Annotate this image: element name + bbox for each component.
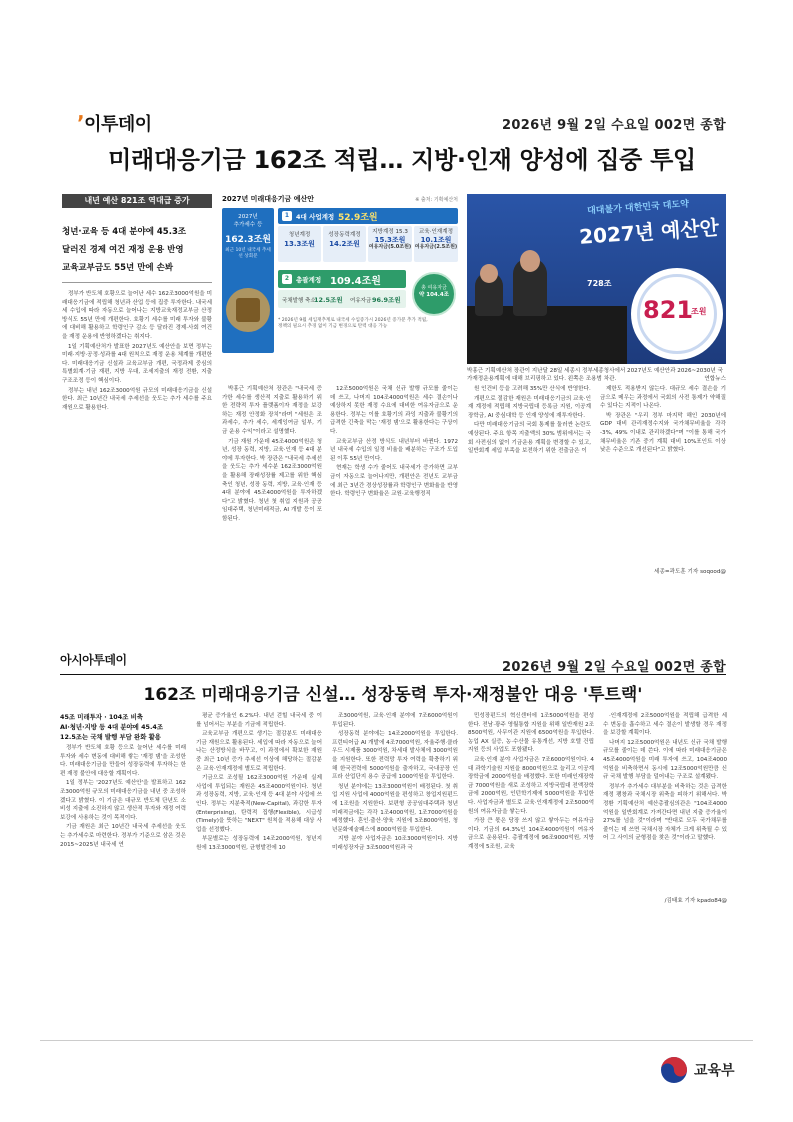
masthead-text: 아시아투데이 xyxy=(60,653,127,667)
infographic-footnote xyxy=(278,318,458,331)
chip-core-icon xyxy=(236,298,260,322)
speaker-head xyxy=(520,250,540,272)
paragraph: 정부가 추가세수 대부분을 비축하는 것은 급격한 재정 팽창과 국채시장 위축을 피하기 위해서다. 박정환 기획예산처 예산총괄심의관은 "104조4000억원을 일반회계로 가져간다면 내년 지출 증가율이 27%를 넘을 것"이라며 "반대로 모두 국가채무를 줄이는 데 쓰면 국채시장 자체가 크게 위축될 수 있어 그 사이의 균형점을 찾은 것"이라고 말했다. xyxy=(603,783,727,842)
infographic-title: 2027년 미래대응기금 예산안 xyxy=(222,195,314,203)
paragraph: 개편으로 절감한 재원은 미래대응기금의 교육·인재 계정에 적립해 지방국립대 등록금 지원, 이공계 장학금, AI 중심대학 등 인재 양성에 재투자한다. xyxy=(468,395,591,419)
paragraph: 1일 기획예산처가 발표한 2027년도 예산안을 보면 정부는 미래·지방·공정·성과를 4대 원칙으로 재정 운용 체계를 개편한다. 미래대응기금 신설과 교육교부금 개편, 국정과제 중심의 특별회계·기금 재편, 지방 우대, 조세지출의 재정 전환, 지출 구조조정 등이 핵심이다. xyxy=(62,343,212,384)
account-name: 성장동력계정 xyxy=(328,232,361,238)
category2-header xyxy=(278,270,406,288)
dateline-1: 2026년 9월 2일 수요일 002면 종합 xyxy=(502,118,726,133)
paragraph: 교육교부금 산정 방식도 내년부터 바뀐다. 1972년 내국세 수입의 일정 비율을 배분하는 구조가 도입된 이후 55년 만이다. xyxy=(330,438,458,462)
category1-header xyxy=(278,208,458,224)
paragraph: 1일 정부는 '2027년도 예산안'을 발표하고 162조3000억원 규모의 미래대응기금을 내년 중 조성하겠다고 밝혔다. 이 기금은 대규모 반도체 단년도 소비성 지출에 소진하지 않고 생산적 투자와 재정 여력 보강에 사용하는 것이 목적이다. xyxy=(60,780,186,821)
ministry-logo xyxy=(660,1054,770,1086)
paragraph: 박 장관은 "우리 정부 마지막 해인 2030년에 GDP 대비 관리재정수지와 국가채무비율을 각각 -3%, 49% 이내로 관리하겠다"며 "이를 통해 국가채무비율은 기존 중기 계획 대비 10%포인트 이상 낮은 수준으로 개선된다"고 밝혔다. xyxy=(600,412,726,454)
category2-label: 총괄계정 xyxy=(296,276,322,284)
account-cell xyxy=(414,226,458,262)
footer-rule xyxy=(40,1040,753,1041)
bond-reduction-label: 국채발행 축소 xyxy=(282,298,316,304)
budget-infographic xyxy=(222,194,458,374)
account-name: 지방계정 15.3 xyxy=(372,229,408,235)
article1-column-4 xyxy=(468,385,591,578)
article1-column-2 xyxy=(222,385,322,578)
paragraph: 정부가 반도체 호황으로 늘어난 세수 162조3000억원을 미래대응기금에 적립해 청년과 산업 등에 집중 투자한다. 내국세 세 수입에 따라 자동으로 늘어나는 지방교육재정교부금 산정 방식도 55년 만에 개편한다. 호황기 세수를 미래 투자와 불황에 대비해 활용하고 학령인구 감소 등 달라진 경제·사회 여건을 재정 운용에 반영하겠다는 취지다. xyxy=(62,291,212,340)
account-value: 10.1조원 xyxy=(420,236,452,244)
account-value: 15.3조원 xyxy=(374,236,406,244)
budget-circle xyxy=(631,268,723,360)
paragraph: 원 인건비 등을 고려해 35%만 산식에 반영한다. xyxy=(474,386,591,392)
panel-total: 162.3조원 xyxy=(225,235,271,245)
dateline-2: 2026년 9월 2일 수요일 002면 종합 xyxy=(502,660,726,675)
masthead-text: 이투데이 xyxy=(84,114,152,135)
paragraph: 조3000억원, 교육·인재 분야에 7조6000억원이 투입된다. xyxy=(332,713,458,728)
paragraph: 나머지 12조5000억원은 내년도 신규 국채 발행 규모를 줄이는 데 쓴다. 이에 따라 미래대응기금은 45조4000억원을 미래 투자에 쓰고, 104조4000억원을 비축하면서 동시에 12조5000억원만큼 신규 국채 발행 부담을 덜어내는 구조로 설계됐다. xyxy=(603,739,727,781)
photo-stat: 728조 xyxy=(587,279,612,288)
account-value: 13.3조원 xyxy=(284,240,315,248)
subhead-bar-1: 내년 예산 821조 역대급 증가 xyxy=(62,194,212,208)
paragraph: 청년 분야에는 13조3000억원이 배정된다. 첫 취업 지원 사업에 4000억원을 편성하고 창업지원펀드에 1조원을 지원한다. 보편형 공공임대주택과 청년미래적금에는 각각 1조4000억원, 1조7000억원을 배정했다. 혼인·출산·양육 지원에 3조8000억원, 청년문화예술패스에 8000억원을 투입한다. xyxy=(332,783,458,833)
account-cell xyxy=(368,226,412,262)
category2-value: 109.4조원 xyxy=(330,276,381,287)
article2-column-4 xyxy=(468,712,594,906)
paragraph: 박홍근 기획예산처 장관은 "내국세 증가한 세수를 생산적 지출로 활용하기 위한 전략적 투자 플랫폼이자 재정을 보강하는 재정 안정화 장치"라며 "세원은 조과세수, 추가 세수, 세계잉여금 일부, 기금 운용 수익"이라고 설명했다. xyxy=(222,386,322,435)
account-reserve: 여유자금(2.5조원) xyxy=(414,244,458,250)
caption-text: 박홍근 기획예산처 장관이 지난달 28일 세종시 정부세종청사에서 2027년도 예산안과 2026~2030년 국가재정운용계획에 대해 브리핑하고 있다. 왼쪽은 조용범 차관. xyxy=(467,368,724,382)
category2-number: 2 xyxy=(282,274,292,284)
article2-column-2 xyxy=(196,712,322,906)
photo-title-text: 2027년 예산안 xyxy=(578,215,720,249)
photo-credit: 연합뉴스 xyxy=(704,376,726,382)
subhead-line: 달러진 경제 여건 재정 운용 반영 xyxy=(62,245,184,255)
article1-column-5 xyxy=(600,385,726,565)
paragraph: 정부가 반도체 호황 등으로 늘어난 세수를 미래 투자와 세수 변동에 대비해 쌓는 '재정 댐'을 조성한다. 미래대응기금을 만들어 성장동력에 투자하는 한편 재정 불안에 대응할 계획이다. xyxy=(60,745,186,777)
category1-label: 4대 사업계정 xyxy=(296,213,335,221)
account-reserve: 여유자금(5.0조원) xyxy=(368,244,412,250)
paragraph: 현재는 학생 수가 줄어도 내국세가 증가하면 교부금이 자동으로 늘어나지만, 개편안은 전년도 교부금에 최근 3년간 경상성장률과 학령인구 변화율을 반영한다. 학령인구 변화율은 교원·교육행정직 xyxy=(330,465,458,498)
paragraph: 교육·인재 분야 사업자금은 7조6000억원이다. 4대 과학기술원 지원을 8000억원으로 늘리고 이공계 장학금에 2000억원을 배정했다. 또한 미래인재장학금 7000억원을 새로 조성하고 지방국립대 전액장학금에 2000억원, 인턴학기제에 5000억원을 투입한다. 사업자금과 별도로 교육·인재계정에 2조5000억원의 여유자금을 쌓는다. xyxy=(468,756,594,815)
paragraph: 기금 재원은 최근 10년간 내국세 추세선을 웃도는 추가세수로 마련한다. 정부가 기준으로 삼은 것은 2015~2025년 내국세 연 xyxy=(60,824,186,848)
subhead-lines-2 xyxy=(60,712,190,742)
subhead-divider xyxy=(62,282,212,283)
official-head xyxy=(480,264,498,283)
budget-unit: 조원 xyxy=(691,307,707,316)
ministry-name: 교육부 xyxy=(694,1063,735,1079)
account-value: 14.2조원 xyxy=(329,240,360,248)
infographic-source: ※ 출처: 기획예산처 xyxy=(415,197,458,203)
paragraph: ·인재계정에 2조5000억원을 적립해 급격한 세수 변동을 흡수하고 세수 결손이 발생할 경우 재정을 보강할 계획이다. xyxy=(603,713,727,737)
paragraph: 제한도 적용받지 않는다. 대규모 세수 결손을 기금으로 메우는 과정에서 국회의 사전 통제가 약해질 수 있다는 지적이 나온다. xyxy=(600,386,726,410)
paragraph: 지방 분야 사업자금은 10조3000억원이다. 지방미래성장자금 3조5000억원과 국 xyxy=(332,836,458,851)
byline-2: /김태효 기자 kpado84@ xyxy=(664,898,727,904)
panel-label: 추가세수 등 xyxy=(233,222,263,228)
account-cell xyxy=(323,226,366,262)
headline-rule xyxy=(60,674,726,675)
photo-caption xyxy=(467,367,726,383)
total-fund-panel xyxy=(222,208,274,353)
subhead-line: 45조 미래투자 · 104조 비축 xyxy=(60,713,143,721)
photo-banner-text: 대대불가 대한민국 대도약 xyxy=(586,199,690,217)
account-name: 청년계정 xyxy=(288,232,311,238)
headline-1: 미래대응기금 162조 적립… 지방·인재 양성에 집중 투입 xyxy=(108,146,696,174)
article2-column-3 xyxy=(332,712,458,906)
paragraph: 부문별로는 성장동력에 14조2000억원, 청년지원에 13조3000억원, 균형발전에 10 xyxy=(196,836,322,851)
subhead-line: 12.5조는 국채 발행 부담 완화 활용 xyxy=(60,733,161,741)
masthead-accent-mark: ʼ xyxy=(77,111,85,135)
taegeuk-icon xyxy=(660,1056,688,1084)
paragraph: 민성장펀드의 혁신센터에 1조5000억원을 편성한다. 전남·광주 영월통합 지원을 위해 일반재원 2조8500억원, 사무이관 지원에 6500억원을 투입한다. 농업 AX 실증, 농·수산물 유통개선, 지방 호텔 건립 지원 등의 사업도 포함됐다. xyxy=(468,713,594,754)
footnote-line: * 2026년 9월 세입재추계로 내국세 수입증가시 2026년 증가분 추가 적립, xyxy=(278,318,428,323)
paragraph: 기금 재원 가운데 45조4000억원은 청년, 성장 동력, 지방, 교육·인재 등 4대 분야에 투자한다. 박 장관은 "내국세 추세선을 웃도는 추가 세수분 162조3000억원을 활용해 장래성장률 제고를 위한 핵심 축인 청년, 성장 동력, 지방, 교육·인재 등 4대 분야에 45조4000억원을 투자하겠다"고 밝혔다. 청년 첫 취업 지원과 공공임대주택, 청년미래적금, AI 개발 등이 포함된다. xyxy=(222,438,322,522)
byline-1: 세종=곽도훈 기자 soqood@ xyxy=(654,569,726,575)
briefing-photo xyxy=(467,194,726,364)
subhead-line: 교육교부금도 55년 만에 손봐 xyxy=(62,263,174,273)
masthead-etoday xyxy=(77,110,152,136)
subhead-line: AI·청년·지방 등 4대 분야에 45.4조 xyxy=(60,723,164,731)
article1-column-1 xyxy=(62,290,212,578)
category1-number: 1 xyxy=(282,211,292,221)
bond-reduction-value: 12.5조원 xyxy=(314,296,343,304)
paragraph: 평균 증가율인 6.2%다. 내년 걷힐 내국세 중 이를 넘어서는 부분을 기금에 적립한다. xyxy=(196,713,322,728)
headline-2: 162조 미래대응기금 신설… 성장동력 투자·재정불안 대응 '투트랙' xyxy=(143,685,643,705)
total-reserve-circle xyxy=(412,272,456,316)
subhead-line: 청년·교육 등 4대 분야에 45.3조 xyxy=(62,227,187,237)
budget-number: 821 xyxy=(643,296,694,324)
total-reserve-label: 총 여유자금 xyxy=(421,285,447,291)
reserve-value: 96.9조원 xyxy=(372,296,401,304)
article2-column-1 xyxy=(60,744,186,906)
general-account-row xyxy=(278,290,406,308)
subhead-lines-1 xyxy=(62,226,212,275)
reserve-label: 여유자금 xyxy=(350,298,372,304)
paragraph: 다만 미래대응기금의 국회 통제를 둘러싼 논란도 예상된다. 주요 항목 지출액의 30% 범위에서는 국회 사전심의 없이 기금운용 계획을 변경할 수 있고, 일반회계 세입 부족을 보전하기 위한 전출금은 이 xyxy=(468,422,591,455)
total-reserve-value: 약 104.4조 xyxy=(419,292,449,298)
paragraph: 기금으로 조성될 162조3000억원 가운데 실제 사업에 투입되는 재원은 45조4000억원이다. 청년과 성장동력, 지방, 교육·인재 등 4대 분야 사업에 쓰인다. 정부는 지분축적(New-Capital), 과감한 투자(Enterprising), 탄력적 집행(Flexible), 시급성(Timely)을 뜻하는 "NEXT" 원칙을 적용해 대상 사업을 선정했다. xyxy=(196,775,322,833)
panel-year: 2027년 xyxy=(238,214,258,220)
paragraph: 성장동력 분야에는 14조2000억원을 투입한다. 프런티어급 AI 개발에 4조7000억원, 자율주행·클라우드 시제품 3000억원, 차세대 발사체에 3000억원을 지원한다. 또한 전력망 투자 여력을 확충하기 위해 한국전력에 5000억원을 출자하고, 국내공장 인프라 산업단지 용수 공급에 1000억원을 투입한다. xyxy=(332,731,458,781)
article1-column-3 xyxy=(330,385,458,578)
paragraph: 교육교부금 개편으로 생기는 절감분도 미래대응기금 재원으로 활용된다. 세입에 따라 자동으로 늘어나는 산정방식을 바꾸고, 이 과정에서 확보한 재원 중 최근 10년 증가 추세선 이상에 해당하는 절감분은 교육·인재계정에 별도로 적립한다. xyxy=(196,731,322,772)
paragraph: 12조5000억원은 국채 신규 발행 규모를 줄이는 데 쓰고, 나머지 104조4000억원은 세수 결손이나 예상하지 못한 재정 수요에 대비한 여유자금으로 운용한다. 정부는 이를 호황기의 과잉 지출과 불황기의 급격한 긴축을 막는 '재정 댐'으로 활용한다는 구상이다. xyxy=(330,386,458,435)
category1-value: 52.9조원 xyxy=(338,213,378,223)
panel-note: 최근 10년 내국세 추세선 상회분 xyxy=(225,248,271,259)
paragraph: 정부는 내년 162조3000억원 규모의 미래대응기금을 신설한다. 최근 10년간 내국세 추세선을 웃도는 추가 세수를 주요 재원으로 활용한다. xyxy=(62,387,212,411)
account-name: 교육·인재계정 xyxy=(418,229,454,235)
masthead-asiatoday xyxy=(60,651,127,668)
account-cell xyxy=(278,226,321,262)
paragraph: 가장 큰 몫은 당장 쓰지 않고 쌓아두는 여유자금이다. 기금의 64.3%인 104조4000억원이 여유자금으로 운용된다. 총괄계정에 96조9000억원, 지방계정에 5조원, 교육 xyxy=(468,818,594,850)
article2-column-5 xyxy=(603,712,727,896)
footnote-line: 정책의 필요시 추경 없이 기금 변경으로 탄력 대응 가능 xyxy=(278,324,388,330)
